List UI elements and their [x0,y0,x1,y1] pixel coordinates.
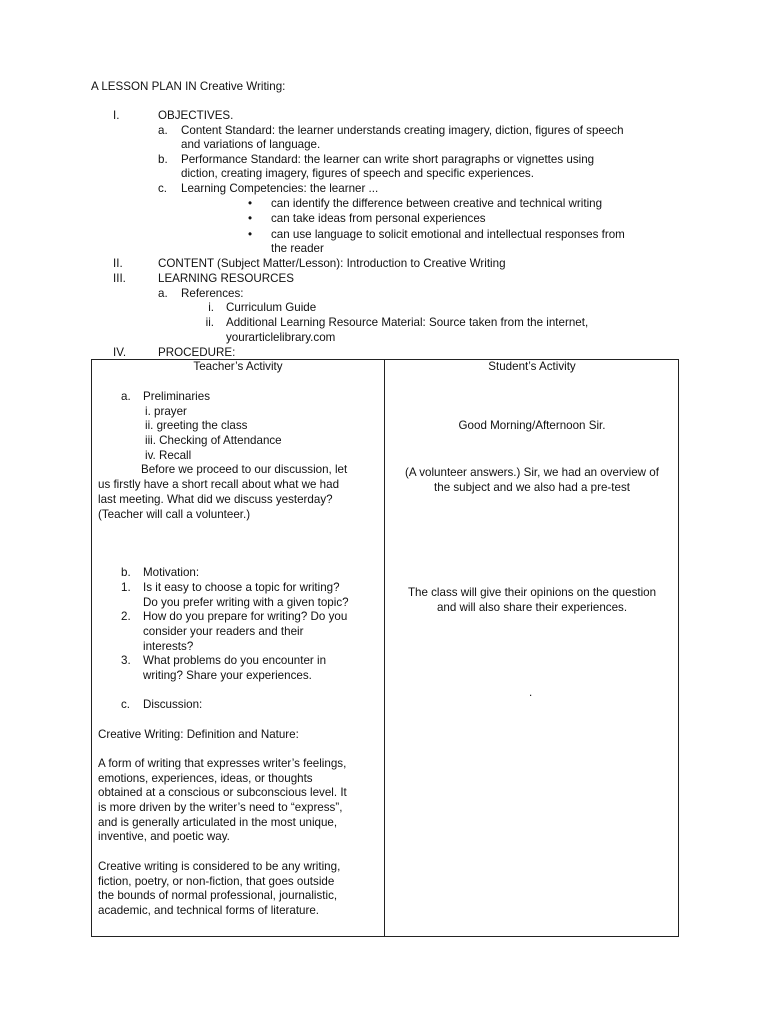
motivation-question-cont: interests? [143,640,194,653]
section-heading: LEARNING RESOURCES [158,272,294,285]
section-numeral: III. [113,272,126,285]
preliminaries-item: ii. greeting the class [145,419,248,432]
list-marker: c. [121,698,131,711]
preliminaries-item: iv. Recall [145,449,192,462]
section-numeral: IV. [113,346,127,359]
references-label: References: [181,287,244,300]
learning-competencies: Learning Competencies: the learner ... [181,182,379,195]
recall-text: (Teacher will call a volunteer.) [98,508,251,521]
content-standard: Content Standard: the learner understands creating imagery, diction, figures of speech [181,124,624,137]
list-marker: c. [158,182,168,195]
definition-paragraph: Creative writing is considered to be any writing, [98,860,341,873]
reference-item: Curriculum Guide [226,301,317,314]
question-number: 3. [121,654,131,667]
student-opinion-cont: and will also share their experiences. [436,601,628,614]
definition-paragraph: the bounds of normal professional, journalistic, [98,889,338,902]
competency-item: can take ideas from personal experiences [271,212,486,225]
performance-standard: Performance Standard: the learner can write short paragraphs or vignettes using [181,153,595,166]
recall-text: last meeting. What did we discuss yesterday? [98,493,333,506]
discussion-heading: Discussion: [143,698,203,711]
recall-text: us firstly have a short recall about what we had [98,478,340,491]
column-header-student: Student’s Activity [488,360,576,373]
column-divider [384,360,385,936]
student-answer-cont: the subject and we also had a pre-test [434,481,630,494]
section-heading: PROCEDURE: [158,346,236,359]
competency-item: can identify the difference between creative and technical writing [271,197,603,210]
competency-item: can use language to solicit emotional and intellectual responses from [271,228,625,241]
definition-heading: Creative Writing: Definition and Nature: [98,728,299,741]
bullet-icon: • [248,212,253,225]
motivation-question: What problems do you encounter in [143,654,327,667]
content-standard-cont: and variations of language. [181,138,321,151]
student-opinion: The class will give their opinions on the question [407,586,657,599]
definition-paragraph: obtained at a conscious or subconscious level. It [98,786,347,799]
performance-standard-cont: diction, creating imagery, figures of speech and specific experiences. [181,167,534,180]
motivation-question-cont: writing? Share your experiences. [143,669,312,682]
student-answer: (A volunteer answers.) Sir, we had an overview of [405,466,659,479]
student-greeting: Good Morning/Afternoon Sir. [458,419,606,432]
reference-item-cont: yourarticlelibrary.com [226,331,336,344]
motivation-question-cont: Do you prefer writing with a given topic? [143,596,349,609]
stray-dot: . [529,686,533,699]
reference-item: Additional Learning Resource Material: Source taken from the internet, [226,316,589,329]
competency-item-cont: the reader [271,242,324,255]
list-marker: i. [208,301,214,314]
list-marker: a. [158,124,168,137]
list-marker: b. [158,153,168,166]
motivation-question-cont: consider your readers and their [143,625,304,638]
preliminaries-item: i. prayer [145,405,187,418]
list-marker: ii. [205,316,214,329]
recall-text: Before we proceed to our discussion, let [141,463,348,476]
motivation-heading: Motivation: [143,566,200,579]
section-heading: CONTENT (Subject Matter/Lesson): Introduction to Creative Writing [158,257,506,270]
bullet-icon: • [248,197,253,210]
question-number: 1. [121,581,131,594]
list-marker: a. [121,390,131,403]
definition-paragraph: is more driven by the writer’s need to “express”, [98,801,343,814]
motivation-question: How do you prepare for writing? Do you [143,610,348,623]
column-header-teacher: Teacher’s Activity [193,360,283,373]
motivation-question: Is it easy to choose a topic for writing? [143,581,340,594]
section-numeral: I. [113,109,120,122]
question-number: 2. [121,610,131,623]
definition-paragraph: and is generally articulated in the most unique, [98,816,338,829]
document-title: A LESSON PLAN IN Creative Writing: [91,80,286,93]
definition-paragraph: emotions, experiences, ideas, or thoughts [98,772,313,785]
preliminaries-heading: Preliminaries [143,390,211,403]
definition-paragraph: inventive, and poetic way. [98,830,230,843]
section-numeral: II. [113,257,123,270]
definition-paragraph: A form of writing that expresses writer’s feelings, [98,757,347,770]
procedure-table [91,359,679,937]
preliminaries-item: iii. Checking of Attendance [145,434,282,447]
list-marker: b. [121,566,131,579]
definition-paragraph: fiction, poetry, or non-fiction, that goes outside [98,875,335,888]
list-marker: a. [158,287,168,300]
section-heading: OBJECTIVES. [158,109,234,122]
bullet-icon: • [248,228,253,241]
definition-paragraph: academic, and technical forms of literature. [98,904,320,917]
